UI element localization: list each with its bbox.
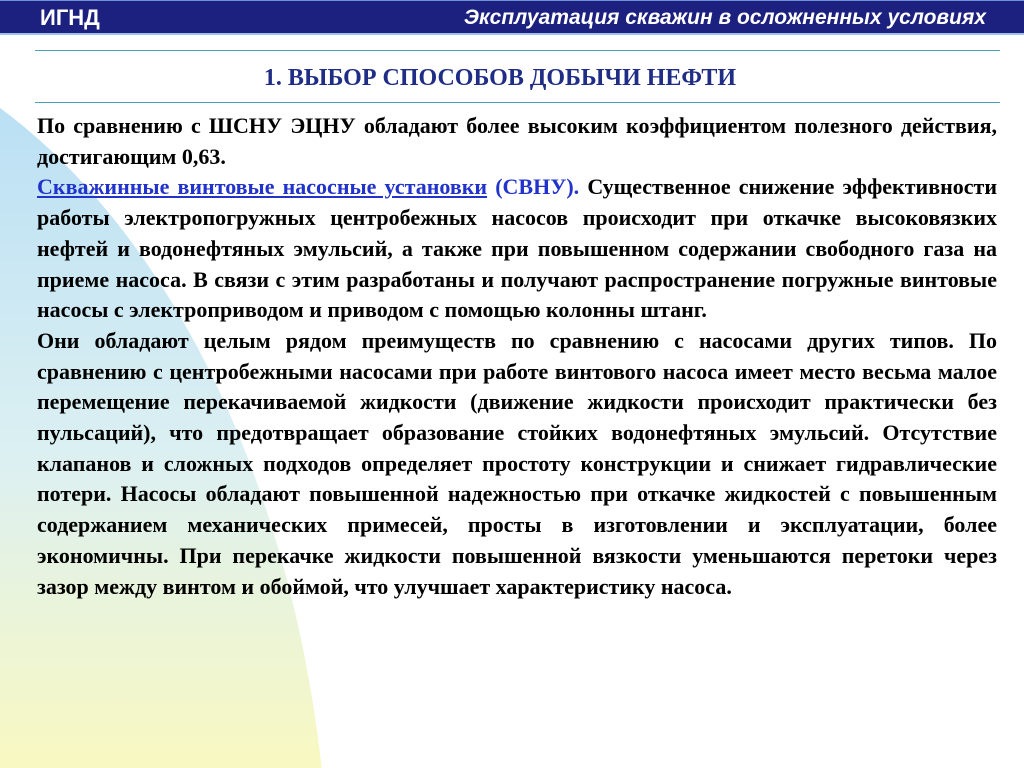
- svnu-abbreviation: (СВНУ).: [495, 174, 580, 200]
- svnu-description: Существенное снижение эффективности работы электропогружных центробежных насосов происходит при откачке высоковязких нефтей и водонефтяных эмульсий, а также при повышенном содержании свободного газа на приеме насоса. В связи с этим разработаны и получают распространение погружные винтовые насосы с электроприводом и приводом с помощью колонны штанг.: [37, 174, 998, 323]
- svnu-link[interactable]: Скважинные винтовые насосные установки: [37, 174, 488, 200]
- divider-bottom: [35, 102, 1000, 103]
- paragraph-advantages: Они обладают целым рядом преимуществ по сравнению с насосами других типов. По сравнению с центробежными насосами при работе винтового насоса имеет место весьма малое перемещение перекачиваемой жидкости (движение жидкости происходит практически без пульсаций), что предотвращает образование стойких водонефтяных эмульсий. Отсутствие клапанов и сложных подходов определяет простоту конструкции и снижает гидравлические потери. Насосы обладают повышенной надежностью при откачке жидкостей с повышенным содержанием механических примесей, просты в изготовлении и эксплуатации, более экономичны. При перекачке жидкости повышенной вязкости уменьшаются перетоки через зазор между винтом и обоймой, что улучшает характеристику насоса.: [37, 327, 997, 599]
- slide-title: 1. ВЫБОР СПОСОБОВ ДОБЫЧИ НЕФТИ: [263, 65, 737, 91]
- slide-body: [37, 111, 997, 602]
- course-title: Эксплуатация скважин в осложненных условиях: [463, 6, 986, 29]
- divider-top: [35, 50, 1000, 51]
- institute-label: ИГНД: [40, 5, 100, 30]
- header-bar: [0, 0, 1024, 35]
- paragraph-svnu: [37, 172, 997, 326]
- paragraph-efficiency: По сравнению с ШСНУ ЭЦНУ обладают более высоким коэффициентом полезного действия, достигающим 0,63.: [37, 113, 997, 169]
